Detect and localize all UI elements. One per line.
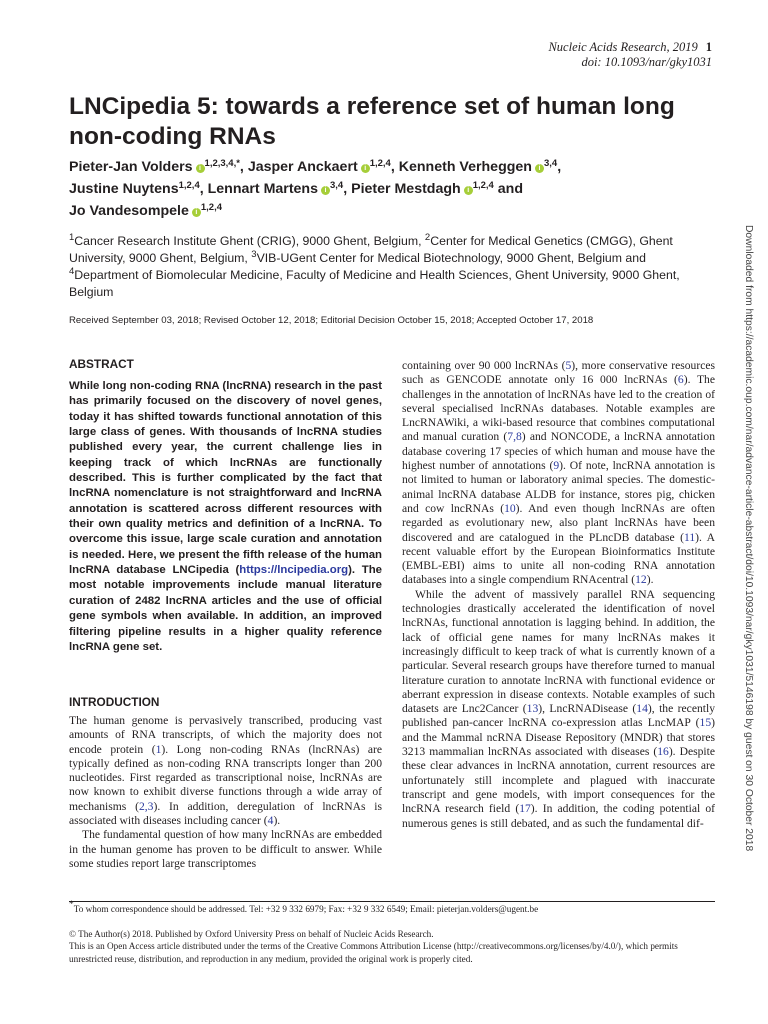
right-paragraph-1: containing over 90 000 lncRNAs (5), more conservative resources such as GENCODE annotate only 16 000 lncRNAs (6). The challenges in the annotation of lncRNAs have led to the creation of several specialised lncRNAs databases. Notable examples are LncRNAWiki, a wiki-based resource that combines computational and manual curation (7,8) and NONCODE, a lncRNA annotation database covering 17 species of which human and mouse have the highest number of annotations (9). Of note, lncRNA annotation is not limited to human or laboratory animal species. The domestic-animal lncRNA database ALDB for instance, stores pig, chicken and cow lncRNAs (10). And even though lncRNAs are often regarded as evolutionary new, also plant lncRNAs have been discovered and are catalogued in the PLncDB database (11). A recent valuable effort by the European Bioinformatics Institute (EMBL-EBI) aims to unite all non-coding RNA annotation databases into a single compendium RNAcentral (12). (402, 359, 716, 587)
journal-header (548, 40, 712, 70)
citation-link[interactable]: 5 (565, 359, 572, 372)
article-title: LNCipedia 5: towards a reference set of human long non-coding RNAs (69, 93, 675, 150)
orcid-icon[interactable]: i (196, 164, 205, 173)
author-name: Pieter Mestdagh (351, 181, 461, 197)
affiliation-4: Department of Biomolecular Medicine, Faculty of Medicine and Health Sciences, Ghent University, 9000 Ghent, Belgium (69, 268, 680, 299)
introduction-heading: INTRODUCTION (69, 695, 160, 709)
citation-link[interactable]: 9 (553, 459, 560, 473)
author-affiliation-marks: 3,4 (330, 180, 344, 191)
article-dates: Received September 03, 2018; Revised October 12, 2018; Editorial Decision October 15, 2018; Accepted October 17, 2018 (69, 315, 594, 326)
citation-link[interactable]: 4 (267, 814, 274, 828)
author-name: Pieter-Jan Volders (69, 159, 193, 175)
citation-link[interactable]: 16 (657, 745, 669, 759)
orcid-icon[interactable]: i (361, 164, 370, 173)
footnote-rule (69, 901, 715, 902)
intro-paragraph-1: The human genome is pervasively transcribed, producing vast amounts of RNA transcripts, of which the majority does not encode protein (1). Long non-coding RNAs (lncRNAs) are typically defined as non-coding RNA transcripts longer than 200 nucleotides. First regarded as transcriptional noise, lncRNAs are now known to exhibit diverse functions through a wide array of mechanisms (2,3). In addition, deregulation of lncRNAs is associated with diseases including cancer (4). (69, 714, 382, 828)
orcid-icon[interactable]: i (535, 164, 544, 173)
orcid-icon[interactable]: i (192, 208, 201, 217)
affiliation-3: VIB-UGent Center for Medical Biotechnology, 9000 Ghent, Belgium and (256, 251, 646, 265)
right-paragraph-2: While the advent of massively parallel RNA sequencing technologies drastically accelerated the identification of novel lncRNAs, functional annotation is lagging behind. In addition, the lack of official gene names for many lncRNAs makes it increasingly difficult to keep track of what is currently known of a particular. Several research groups have therefore turned to manual literature curation to annotate lncRNA with functional evidence or aberrant expression in disease contexts. Notable examples of such datasets are Lnc2Cancer (13), LncRNADisease (14), the recently published pan-cancer lncRNA co-expression atlas LncMAP (15) and the Mammal ncRNA Disease Repository (MNDR) that stores 3213 mammalian lncRNAs associated with diseases (16). Despite these clear advances in lncRNA annotation, current resources are unfortunately still incomplete and plagued with inaccurate transcript and gene models, with import consequences for the lncRNA research field (17). In addition, the coding potential of numerous genes is still debated, and as such the fundamental dif- (402, 587, 716, 830)
orcid-icon[interactable]: i (321, 186, 330, 195)
author-name: Jo Vandesompele (69, 203, 189, 219)
lncipedia-link[interactable]: https://lncipedia.org (239, 564, 349, 577)
citation-link[interactable]: 6 (677, 373, 684, 387)
copyright-notice (69, 928, 715, 965)
author-name: Lennart Martens (207, 181, 318, 197)
correspondence-footnote: *To whom correspondence should be addressed. Tel: +32 9 332 6979; Fax: +32 9 332 6549; Email: pieterjan.volders@ugent.be (69, 900, 539, 914)
citation-link[interactable]: 14 (636, 702, 648, 716)
abstract-heading: ABSTRACT (69, 357, 134, 371)
affiliation-1: Cancer Research Institute Ghent (CRIG), 9000 Ghent, Belgium, (74, 234, 425, 248)
author-name: Kenneth Verheggen (398, 159, 532, 175)
introduction-text (69, 714, 382, 871)
author-affiliation-marks: 3,4 (543, 158, 558, 169)
author-affiliation-marks: 1,2,4 (472, 180, 494, 191)
citation-link[interactable]: 11 (683, 530, 696, 544)
license-text: This is an Open Access article distributed under the terms of the Creative Commons Attribution License (http://creativecommons.org/licenses/by/4.0/), which permits unrestricted reuse, distribution, and reproduction in any medium, provided the original work is properly cited. (69, 941, 678, 964)
author-name: Jasper Anckaert (247, 159, 358, 175)
author-list: Pieter-Jan Volders i $^{1,2,3,4,*}$, Jasper Anckaert i $^{1,2,4}$, Kenneth Verheggen i $^{3,4}$, Justine Nuytens$^{1,2,4}$, Lennart Martens i $^{3,4}$, Pieter Mestdagh i $^{1,2,4}$ and Jo Vandesompele i $^{1,2,4}$ (69, 158, 562, 219)
affiliations: $^1$Cancer Research Institute Ghent (CRIG), 9000 Ghent, Belgium, $^2$Center for Medical Genetics (CMGG), Ghent University, 9000 Ghent, Belgium, $^3$VIB-UGent Center for Medical Biotechnology, 9000 Ghent, Belgium and $^4$Department of Biomolecular Medicine, Faculty of Medicine and Health Sciences, Ghent University, 9000 Ghent, Belgium (69, 232, 680, 299)
citation-link[interactable]: 10 (504, 501, 516, 515)
download-watermark: Downloaded from https://academic.oup.com/nar/advance-article-abstract/doi/10.1093/nar/gky1031/5146198 by guest on 30 October 2018 (743, 225, 754, 852)
right-column-text (402, 359, 715, 831)
citation-link[interactable]: 12 (635, 573, 647, 587)
author-affiliation-marks: 1,2,4 (369, 158, 391, 169)
affiliation-2: Center for Medical Genetics (CMGG), Ghent University, 9000 Ghent, Belgium, (69, 234, 673, 265)
journal-name: Nucleic Acids Research, 2019 (548, 40, 698, 54)
author-affiliation-marks: 1,2,3,4,* (204, 158, 240, 169)
citation-link[interactable]: 17 (519, 802, 531, 816)
page-number: 1 (705, 40, 712, 54)
citation-link[interactable]: 15 (699, 716, 712, 730)
citation-link[interactable]: 1 (155, 742, 162, 756)
copyright-line: © The Author(s) 2018. Published by Oxford University Press on behalf of Nucleic Acids Research. (69, 929, 434, 939)
orcid-icon[interactable]: i (464, 186, 473, 195)
intro-paragraph-2: The fundamental question of how many lncRNAs are embedded in the human genome has proven to be difficult to answer. While some studies report large transcriptomes (69, 828, 382, 870)
citation-link[interactable]: 13 (526, 702, 539, 716)
doi: doi: 10.1093/nar/gky1031 (581, 55, 712, 69)
author-affiliation-marks: 1,2,4 (200, 202, 222, 213)
author-name: Justine Nuytens (69, 181, 179, 197)
abstract-text: While long non-coding RNA (lncRNA) research in the past has primarily focused on the discovery of novel genes, today it has shifted towards functional annotation of this large class of genes. With thousands of lncRNA studies published every year, the current challenge lies in keeping track of which lncRNAs are functionally described. This is further complicated by the fact that lncRNA nomenclature is not straightforward and lncRNA annotation is scattered across different resources with their own quality metrics and definition of a lncRNA. To overcome this issue, large scale curation and annotation is needed. Here, we present the fifth release of the human lncRNA database LNCipedia (https://lncipedia.org). The most notable improvements include manual literature curation of 2482 lncRNA articles and the use of official gene symbols when available. In addition, an improved filtering pipeline results in a higher quality reference lncRNA gene set. (69, 380, 382, 653)
author-affiliation-marks: 1,2,4 (178, 180, 200, 191)
citation-link[interactable]: 7,8 (507, 430, 522, 444)
citation-link[interactable]: 2,3 (138, 799, 154, 813)
